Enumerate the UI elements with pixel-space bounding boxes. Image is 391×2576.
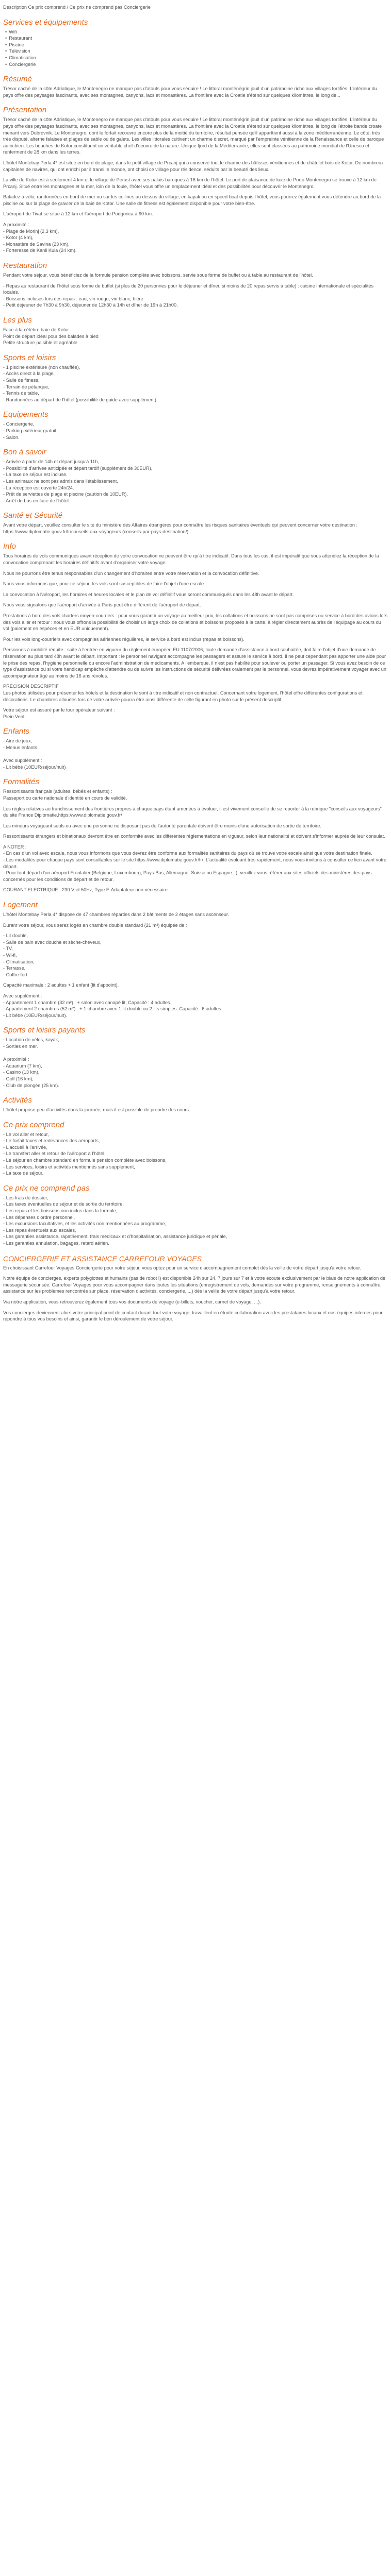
restauration-line: - Boissons incluses lors des repas : eau, vin rouge, vin blanc, bière bbox=[3, 296, 143, 301]
info-paragraph: La convocation à l'aéroport, les horaires et heures locales et le plan de vol définitif vous seront communiqués dans les 48h avant le départ. bbox=[3, 591, 294, 597]
info-paragraph: Tous horaires de vols communiqués avant réception de votre convocation ne peuvent être qu'à titre indicatif. Dans tous les cas, il est impératif que vous attendiez la réception de la convocation comprenant les horaires définitifs avant d'organiser votre voyage. bbox=[3, 553, 379, 566]
presentation-paragraph: L'hôtel Montebay Perla 4* est situé en bord de plage, dans le petit village de Prcanj qui a conservé tout le charme des bâtisses vénitiennes et de châtelet bois de Kotor. De nombreux capitaines de navires, qui ont enrichi par il transi le monde, ont choisi ce village pour résidence, séduits par la beauté des lieux. bbox=[3, 160, 384, 172]
logement-supplement-label: Avec supplément : bbox=[3, 993, 42, 998]
bon-savoir-item: - La réception est ouverte 24h/24. bbox=[3, 485, 74, 490]
service-item: • Restaurant bbox=[5, 35, 388, 42]
proximity-item: - Plage de Morinj (2,3 km), bbox=[3, 228, 59, 234]
presentation-paragraph: Baladez à vélo, randonnées en bord de mer ou sur les collines au dessus du village, en kayak ou en speed boat depuis l'hôtel, vous pourrez également vous détendre au bord de la piscine ou sur la plage de gravier de la baie de Kotor. Une salle de fitness est également disponible pour votre bien-être. bbox=[3, 194, 381, 206]
proximity-item: - Kotor (4 km), bbox=[3, 235, 34, 241]
sports-payant-item: - Golf (16 km), bbox=[3, 1076, 34, 1081]
info-heading: Info bbox=[3, 542, 17, 551]
plus-list bbox=[3, 327, 388, 346]
services-heading: Services et équipements bbox=[3, 18, 88, 27]
equipements-heading: Equipements bbox=[3, 410, 48, 419]
ne-comprend-pas-heading: Ce prix ne comprend pas bbox=[3, 1183, 90, 1193]
plus-item: Face à la célèbre baie de Kotor bbox=[3, 327, 69, 332]
sports-item: - Randonnées au départ de l'hôtel (possibilité de guide avec supplément). bbox=[3, 397, 158, 402]
info-paragraph: Nous vous informons que, pour ce séjour, les vols sont susceptibles de faire l'objet d'une escale. bbox=[3, 581, 205, 587]
plus-item: Petite structure paisible et agréable bbox=[3, 340, 78, 346]
ne-comprend-item: - Les taxes éventuelles de séjour et de sortie du territoire, bbox=[3, 1201, 124, 1207]
logement-feature: - Climatisation, bbox=[3, 959, 35, 964]
logement-feature: - Wi-fi, bbox=[3, 953, 17, 958]
logement-supplements bbox=[3, 993, 388, 1019]
ce-prix-item: - Le transfert aller et retour de l'aéroport à l'hôtel, bbox=[3, 1151, 106, 1157]
bon-savoir-item: - Possibilité d'arrivée anticipée et départ tardif (supplément de 30EUR), bbox=[3, 465, 153, 471]
ce-prix-item: - La taxe de séjour. bbox=[3, 1171, 44, 1176]
logement-feature: - Lit double, bbox=[3, 933, 28, 939]
restauration-paragraph: Pendant votre séjour, vous bénéficiez de la formule pension complète avec boissons, servie sous forme de buffet ou à table au restaurant de l'hôtel. bbox=[3, 273, 313, 278]
ne-comprend-pas-list bbox=[3, 1195, 388, 1247]
presentation-paragraph: Trésor caché de la côte Adriatique, le Montenegro ne manque pas d'atouts pour vous séduire ! Le littoral monténégrin jouit d'un patrimoine riche aux villages fortifiés. L'intérieur du pays offre des paysages fascinants, avec ses montagnes, canyons, lacs et monastères. La frontière avec la Croatie s'étend sur quelques kilomètres, le long de l'étroite bande croate menant vers Dubrovnik. Le Montenegro, dont le forfait recouvre encore plus de la moitié du territoire, résultat pensée qu'il apparttient aussi à la zone méditerranéenne. Le côté, très très disputé, alterne falaises et plages de sable ou de galets. Les villes littorales cultivent un charme discret, marqué par l'empreinte vénitienne de la Renaissance et celle de baroque autrichien. Les bouches de Kotor constituent un véritable chef-d'oeuvre de la nature. Unique fjord de la Méditerranée, elles sont classées au patrimoine mondial de l'Unesco et renferment de 28 km dans les terres. bbox=[3, 117, 384, 155]
logement-paragraph: Durant votre séjour, vous serez logés en chambre double standard (21 m²) équipée de : bbox=[3, 922, 187, 928]
sports-list bbox=[3, 364, 388, 403]
description-breadcrumb: Description Ce prix comprend / Ce prix ne comprend pas Conciergerie bbox=[3, 5, 151, 10]
sports-item: - Terrain de pétanque, bbox=[3, 384, 50, 389]
sports-item: - Tennis de table, bbox=[3, 391, 39, 396]
service-item: • Télévision bbox=[5, 48, 388, 55]
proximity-list bbox=[3, 222, 388, 254]
logement-feature: - TV, bbox=[3, 946, 13, 952]
sante-paragraph: Avant votre départ, veuillez consulter le site du ministère des Affaires étrangères pour connaître les risques sanitaires éventuels qui peuvent concerner votre destination : https://www.diplomatie.gouv.fr/fr/conseils-aux-voyageurs (conseils-par-pays-destination/) bbox=[3, 522, 358, 534]
logement-supplement: - Appartement 2 chambres (52 m²) : + 1 chambre avec 1 lit double ou 2 lits simples. Capacité : 6 adultes. bbox=[3, 1006, 223, 1012]
enfants-item: - Aire de jeux, bbox=[3, 738, 32, 744]
bon-savoir-item: - Prêt de serviettes de plage et piscine (caution de 10EUR). bbox=[3, 492, 128, 497]
logement-supplement: - Appartement 1 chambre (32 m²) : + salon avec canapé lit, Capacité : 4 adultes. bbox=[3, 999, 172, 1005]
sports-item: - 1 piscine extérieure (non chauffée), bbox=[3, 364, 80, 370]
service-item: • Piscine bbox=[5, 42, 388, 48]
enfants-item: - Menus enfants. bbox=[3, 744, 39, 750]
sports-heading: Sports et loisirs bbox=[3, 353, 56, 362]
restauration-line: - Petit déjeuner de 7h30 à 9h30, déjeuner de 12h30 à 14h et dîner de 19h à 21h00. bbox=[3, 302, 178, 308]
tour-operator-info: Votre séjour est assuré par le tour opérateur suivant : Plein Vent bbox=[3, 707, 115, 719]
formalites-heading: Formalités bbox=[3, 777, 40, 787]
ce-prix-item: - Le séjour en chambre standard en formule pension complète avec boissons, bbox=[3, 1158, 167, 1163]
conciergerie-paragraph: En choisissant Carrefour Voyages Conciergerie pour votre séjour, vous optez pour un service d'accompagnement complet dès la veille de votre départ jusqu'à votre retour. bbox=[3, 1265, 361, 1270]
ne-comprend-item: - Les garanties assistance, rapatriement, frais médicaux et d'hospitalisation, assistance juridique et pénale, bbox=[3, 1234, 227, 1240]
logement-feature: - Terrasse, bbox=[3, 965, 26, 971]
ce-prix-comprend-heading: Ce prix comprend bbox=[3, 1120, 64, 1129]
logement-capacity: Capacité maximale : 2 adultes + 1 enfant (lit d'appoint). bbox=[3, 982, 119, 988]
sports-payant-item: - Location de vélos, kayak, bbox=[3, 1037, 59, 1043]
formalites-paragraph: A NOTER : - En cas d'un vol avec escale, nous vous informons que vous devrez être conforme aux formalités sanitaires du pays où se trouve votre escale ainsi que votre destination finale. - Les modalités pour chaque pays sont consultables sur le site https://www.diplomatie.gouv.fr/fr/. L'actualité évoluant très rapidement, nous vous invitons à consulter ce lien avant votre départ. - Pour tout départ d'un aéroport Frontalier (Belgique, Luxembourg, Pays-Bas, Allemagne, Suisse ou Espagne...), veuillez vous référer aux sites officiels des ministères des pays concernés pour les conditions de départ et de retour. bbox=[3, 844, 387, 882]
ne-comprend-item: - Les repas éventuels aux escales, bbox=[3, 1227, 76, 1233]
services-list bbox=[5, 29, 388, 68]
info-paragraph: Nous ne pourrons être tenus responsables d'un changement d'horaires entre votre réservation et la convocation définitive. bbox=[3, 570, 259, 576]
sports-payant-item bbox=[3, 1050, 388, 1057]
sports-payant-item: A proximité : bbox=[3, 1057, 29, 1062]
logement-supplement: - Lit bébé (10EUR/séjour/nuit). bbox=[3, 1012, 68, 1018]
logement-heading: Logement bbox=[3, 901, 38, 910]
service-item: • Wifi bbox=[5, 29, 388, 36]
ce-prix-item: - Les services, loisirs et activités mentionnés sans supplément, bbox=[3, 1164, 135, 1170]
airport-info: L'aéroport de Tivat se situe à 12 km et l'aéroport de Podgorica à 90 km. bbox=[3, 211, 153, 217]
logement-feature: - Salle de bain avec douche et sèche-cheveux, bbox=[3, 939, 102, 945]
sports-item: - Accès direct à la plage, bbox=[3, 371, 55, 377]
sports-payant-item: - Casino (13 km), bbox=[3, 1070, 40, 1075]
info-paragraph: Nous vous signalons que l'aéroport d'arrivée à Paris peut être différent de l'aéroport de départ. bbox=[3, 602, 201, 608]
sports-payant-item: - Aquarium (7 km), bbox=[3, 1063, 42, 1069]
sante-heading: Santé et Sécurité bbox=[3, 511, 63, 520]
sports-payant-item: - Sorties en mer. bbox=[3, 1043, 38, 1049]
conciergerie-heading: CONCIERGERIE ET ASSISTANCE CARREFOUR VOYAGES bbox=[3, 1254, 202, 1263]
formalites-paragraph: Ressortissants français (adultes, bébés et enfants) : Passeport ou carte nationale d'identité en cours de validité. bbox=[3, 789, 127, 801]
bon-savoir-heading: Bon à savoir bbox=[3, 448, 46, 457]
info-paragraph: Personnes à mobilité réduite : suite à l'entrée en vigueur du règlement européen EU 1107/2006, toute demande d'assistance à bord souhaitée, doit faire l'objet d'une demande de réservation au plus tard 48h avant le départ. Important : le personnel navigant accompagne les passagers et assure le service à bord. Il ne peut cependant pas apporter une aide pour le prise des repas, l'hygiène personnelle ou encore l'administration de médicaments. A l'embarque, il n'est pas habilité pour soulever ou porter un passager. Si vous avez besoin de ce type d'assistance ou si votre handicap empêche d'attendre ou de suivre les instructions de sécurité délivrées oralement par le personnel, vous devrez impérativement voyager avec un accompagnateur âgé au moins de 16 ans révolus. bbox=[3, 647, 386, 679]
conciergerie-paragraph: Via notre application, vous retrouverez également tous vos documents de voyage (e-billets, voucher, carnet de voyage, ...). bbox=[3, 1299, 261, 1304]
info-paragraph: Les photos utilisées pour présenter les hôtels et la destination le sont à titre indicatif et non contractuel. Concernant votre logement, l'hôtel offre différentes configurations et décorations. Le chambres allouées lors de votre arrivée pourra être ainsi différente de celle figurant en photo sur le présent descriptif. bbox=[3, 690, 363, 702]
conciergerie-paragraph: Notre équipe de concierges, experts polyglottes et humains (pas de robot !) est disponible 24h sur 24, 7 jours sur 7 et à votre écoute exclusivement par le biais de notre application de messagerie sécurisée. Carrefour Voyages pour vous accompagner dans toutes les situations (enregistrement de vols, demandes sur votre programme, renseignements à connaître, assistance sur les problèmes rencontrés sur place, réservation d'activités, conciergerie, ...) dès la veille de votre départ jusqu'à votre retour. bbox=[3, 1276, 386, 1294]
activites-heading: Activités bbox=[3, 1096, 32, 1105]
ne-comprend-item: - Les dépenses d'ordre personnel, bbox=[3, 1214, 75, 1220]
service-item: • Climatisation bbox=[5, 55, 388, 61]
bon-savoir-item: - Arrêt de bus en face de l'hôtel. bbox=[3, 498, 70, 503]
restauration-line: - Repas au restaurant de l'hôtel sous forme de buffet (si plus de 20 personnes pour le déjeuner et dîner, si moins de 20 repas servis à table) : cuisine internationale et spécialités locales. bbox=[3, 283, 374, 295]
formalites-paragraph: Les règles relatives au franchissement des frontières propres à chaque pays étant amenées à évoluer, il est vivement conseillé de se reporter à la rubrique "conseils aux voyageurs" du site France Diplomatie,https://www.diplomatie.gouv.fr/ bbox=[3, 806, 382, 818]
bon-savoir-item: - Les animaux ne sont pas admis dans l'établissement. bbox=[3, 478, 118, 484]
restauration-heading: Restauration bbox=[3, 261, 47, 270]
sports-payants-list bbox=[3, 1037, 388, 1089]
ne-comprend-item: - Les excursions facultatives, et les activités non mentionnées au programme, bbox=[3, 1221, 167, 1227]
info-paragraph: Prestations à bord des vols charters moyen-courriers : pour vous garantir un voyage au meilleur prix, les collations et boissons ne sont pas comprises ou service à bord des avions lors des vols aller et retour : nous vous offrons la possibilité de choisir un large choix de collations et boissons proposés à la carte, à régler directement auprès de l'équipage au cours du vol (paiement en espèces et en EUR uniquement). bbox=[3, 613, 388, 632]
info-subheading: PRÉCISION DESCRIPTIF bbox=[3, 684, 59, 689]
resume-heading: Résumé bbox=[3, 75, 32, 84]
formalites-paragraph: Ressortissants étrangers et binationaux devront être en conformité avec les différentes réglementations en vigueur, selon leur nationalité et doivent s'informer auprès de leur consulat. bbox=[3, 834, 385, 839]
proximity-item: - Forteresse de Kanli Kula (24 km). bbox=[3, 248, 77, 253]
ce-prix-item: - Le vol aller et retour, bbox=[3, 1131, 49, 1137]
ne-comprend-item: - Les garanties annulation, bagages, retard aérien. bbox=[3, 1241, 109, 1246]
sports-item: - Salle de fitness, bbox=[3, 377, 40, 383]
proximity-item: - Monastère de Savina (23 km), bbox=[3, 241, 70, 247]
presentation-heading: Présentation bbox=[3, 106, 47, 115]
logement-paragraph: L'hôtel Montebay Perla 4* dispose de 47 chambres réparties dans 2 bâtiments de 2 étages sans ascenseur. bbox=[3, 912, 229, 918]
sports-payant-item: - Club de plongée (25 km). bbox=[3, 1082, 59, 1088]
enfants-item bbox=[3, 751, 388, 758]
ce-prix-item: - L'accueil à l'arrivée, bbox=[3, 1144, 47, 1150]
enfants-heading: Enfants bbox=[3, 727, 29, 736]
ne-comprend-item: - Les frais de dossier, bbox=[3, 1195, 48, 1200]
sports-payants-heading: Sports et loisirs payants bbox=[3, 1026, 86, 1035]
formalites-paragraph: COURANT ELECTRIQUE : 230 V et 50Hz, Type F. Adaptateur non nécessaire. bbox=[3, 887, 169, 893]
enfants-list bbox=[3, 738, 388, 770]
equipement-item: - Salon. bbox=[3, 434, 20, 440]
equipements-list bbox=[3, 421, 388, 440]
activites-text: L'hôtel propose peu d'activités dans la journée, mais il est possible de prendre des cours... bbox=[3, 1107, 193, 1113]
restauration-details bbox=[3, 283, 388, 309]
enfants-item: Avec supplément : bbox=[3, 758, 42, 764]
conciergerie-paragraph: Vos concierges deviennent alors votre principal point de contact durant tout votre voyage, travaillent en étroite collaboration avec les prestataires locaux et nos équipes internes pour répondre à tous vos besoins et ainsi, garantir le bon déroulement de votre séjour. bbox=[3, 1310, 383, 1322]
logement-feature: - Coffre-fort. bbox=[3, 972, 29, 977]
plus-item: Point de départ idéal pour des balades à pied bbox=[3, 333, 99, 339]
ne-comprend-item: - Les repas et les boissons non inclus dans la formule, bbox=[3, 1208, 118, 1214]
equipement-item: - Conciergerie, bbox=[3, 421, 35, 427]
formalites-paragraph: Les mineurs voyageant seuls ou avec une personne ne disposant pas de l'autorité parentale doivent être munis d'une autorisation de sortie de territoire. bbox=[3, 823, 321, 828]
ce-prix-item: - Le forfait taxes et redevances des aéroports, bbox=[3, 1138, 100, 1144]
logement-features bbox=[3, 933, 388, 978]
ce-prix-comprend-list bbox=[3, 1131, 388, 1177]
plus-heading: Les plus bbox=[3, 316, 32, 325]
service-item: • Conciergerie bbox=[5, 61, 388, 68]
bon-savoir-list bbox=[3, 459, 388, 504]
equipement-item: - Parking extérieur gratuit, bbox=[3, 428, 58, 433]
enfants-item: - Lit bébé (10EUR/séjour/nuit) bbox=[3, 764, 66, 770]
info-paragraph: Pour les vols long-courriers avec compagnies aériennes régulières, le service à bord est inclus (repas et boissons). bbox=[3, 636, 245, 642]
bon-savoir-item: - La taxe de séjour est incluse. bbox=[3, 472, 68, 478]
resume-text: Trésor caché de la côte Adriatique, le Montenegro ne manque pas d'atouts pour vous séduire ! Le littoral monténégrin jouit d'un patrimoine riche aux villages fortifiés. L'intérieur du pays offre des paysages fascinants, avec ses montagnes, canyons, lacs et monastères. La frontière avec la Croatie s'étend sur quelques kilomètres, le long de... bbox=[3, 86, 378, 98]
proximity-label: A proximité : bbox=[3, 222, 29, 228]
bon-savoir-item: - Arrivée à partir de 14h et départ jusqu'à 11h, bbox=[3, 459, 99, 465]
presentation-paragraph: La ville de Kotor est à seulement 4 km et le village de Perast avec ses palais baroques à 16 km de l'hôtel. Le port de plaisance de luxe de Porto Montenegro se trouve à 12 km de Prcanj. Situé entre les montagnes et la mer, loin de la foule, l'hôtel vous offre un emplacement idéal et des possibilités pour découvrir le Montenegro. bbox=[3, 177, 377, 189]
